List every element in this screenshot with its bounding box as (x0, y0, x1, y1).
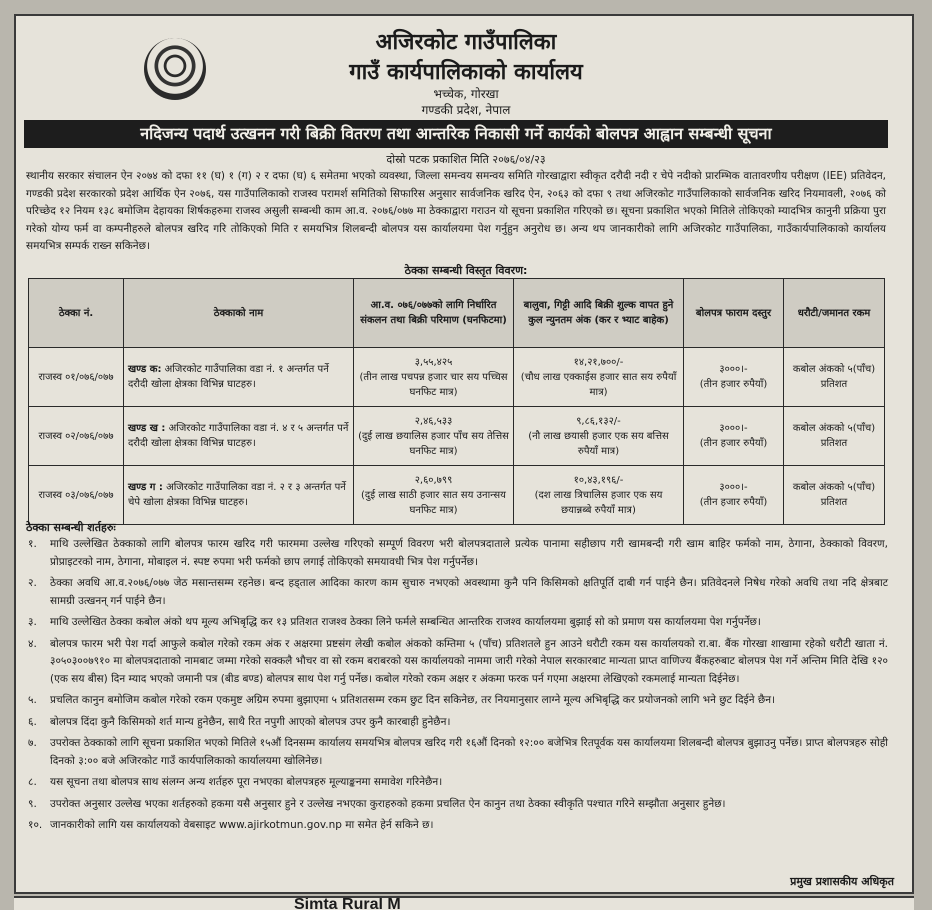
amount-words: (दश लाख त्रिचालिस हजार एक सय छयान्नब्बे रुपैयाँ मात्र) (534, 489, 663, 516)
contract-name (124, 407, 354, 466)
fee-words: (तीन हजार रुपैयाँ) (699, 497, 768, 508)
publication-date: दोस्रो पटक प्रकाशित मिति २०७६/०४/२३ (386, 153, 546, 166)
condition-item (26, 575, 888, 610)
conditions-list (26, 536, 888, 839)
conditions-title: ठेक्का सम्बन्धी शर्तहरुः (26, 521, 116, 534)
office-address: भच्चेक, गोरखा (433, 87, 499, 101)
condition-number: १०. (28, 819, 43, 831)
lot-label: खण्ड ग : (128, 482, 163, 493)
condition-item (26, 636, 888, 689)
condition-text: माथि उल्लेखित ठेक्काको लागि बोलपत्र फारम खरिद गरी फारममा उल्लेख गरिएको सम्पूर्ण विवरण भरी बोलपत्रदाताले प्रत्येक पानामा सहीछाप गरी खामबन्दी गरी खाम बाहिर फर्मको नाम, ठेगाना, ठेक्काको विवरण, प्रोप्राइटरको नाम, ठेगाना, मोबाइल नं. स्पष्ट रुपमा भरी फर्मको छाप लगाई तोकिएको समयावधी भित्र पेश गर्नुपर्नेछ। (50, 538, 888, 568)
fee-value: ३०००।- (719, 364, 748, 375)
condition-text: उपरोक्त अनुसार उल्लेख भएका शर्तहरुको हकमा यसै अनुसार हुने र उल्लेख नभएका कुराहरुको हकमा प्रचलित ऐन कानुन तथा ठेक्का स्वीकृति पश्चात गरिने सम्झौता अनुसार हुनेछ। (50, 797, 726, 810)
condition-text: जानकारीको लागि यस कार्यालयको वेबसाइट www.ajirkotmun.gov.np मा समेत हेर्न सकिने छ। (50, 819, 434, 831)
condition-number: ८. (28, 776, 37, 788)
fee-words: (तीन हजार रुपैयाँ) (699, 379, 768, 390)
lot-description: अजिरकोट गाउँपालिका वडा नं. १ अन्तर्गत पर्ने दरौदी खोला क्षेत्रका विभिन्न घाटहरु। (128, 364, 329, 390)
lot-description: अजिरकोट गाउँपालिका वडा नं. ४ र ५ अन्तर्गत पर्ने दरौदी खोला क्षेत्रका विभिन्न घाटहरु। (128, 423, 349, 449)
amount-value: १४,२१,७००/- (573, 356, 624, 368)
table-caption: ठेक्का सम्बन्धी विस्तृत विवरण: (404, 264, 528, 277)
contract-no: राजस्व ०२/०७६/०७७ (29, 407, 124, 466)
condition-text: प्रचलित कानुन बमोजिम कबोल गरेको रकम एकमुष्ट अग्रिम रुपमा बुझाएमा ५ प्रतिशतसम्म रकम छुट दिन सकिनेछ, तर नियमानुसार लाग्ने मूल्य अभिबृद्धि कर प्रयोजनको लागि भने छुट दिईने छैन। (50, 694, 776, 706)
table-row (29, 466, 885, 525)
deposit-cell: कबोल अंकको ५(पाँच) प्रतिशत (784, 407, 885, 466)
condition-item (26, 714, 888, 732)
table-row (29, 407, 885, 466)
lot-label: खण्ड क: (128, 364, 162, 375)
header-deposit: धरौटी/जमानत रकम (784, 279, 885, 348)
amount-cell (514, 407, 684, 466)
quantity-cell (354, 466, 514, 525)
deposit-cell: कबोल अंकको ५(पाँच) प्रतिशत (784, 466, 885, 525)
amount-words: (नौ लाख छयासी हजार एक सय बत्तिस रुपैयाँ मात्र) (528, 430, 669, 457)
header-quantity: आ.व. ०७६/०७७को लागि निर्धारित संकलन तथा बिक्री परिमाण (घनफिटमा) (354, 279, 514, 348)
fee-cell (684, 407, 784, 466)
fee-value: ३०००।- (719, 482, 748, 493)
quantity-cell (354, 348, 514, 407)
condition-item (26, 735, 888, 770)
condition-item (26, 817, 888, 835)
intro-paragraph: स्थानीय सरकार संचालन ऐन २०७४ को दफा ११ (घ) १ (ग) २ र दफा (घ) ६ समेतमा भएको व्यवस्था, जिल्ला समन्वय समन्वय समिति गोरखाद्वारा स्वीकृत दरौदी नदी र चेपे नदीको प्रारम्भिक वातावरणीय परीक्षण (IEE) प्रतिवेदन, गण्डकी प्रदेश सरकारको प्रदेश आर्थिक ऐन २०७६, यस गाउँपालिकाको राजस्व परामर्श समितिको सिफारिस अनुसार सार्वजनिक खरिद ऐन, २०६३ को दफा ९ तथा अजिरकोट गाउँपालिकाको सार्वजनिक खरिद नियमावली, २०७६ को परिच्छेद १२ नियम १३८ बमोजिम देहायका शिर्षकहरुमा राजस्व असुली सम्बन्धी काम आ.व. २०७६/०७७ मा ठेक्काद्वारा गराउन यो सूचना प्रकाशित गरिएको छ। सूचना प्रकाशित भएको मितिले तोकिएको म्यादभित्र कानुनी प्रक्रिया पुरा गरेको योग्य फर्म वा कम्पनीहरुले बोलपत्र खरिद गरि तोकिएको मिति र समयभित्र शिलबन्दी बोलपत्र यस कार्यालयमा पेश गर्नुहुन अनुरोध छ। अन्य थप जानकारीको लागि अजिरकोट गाउँपालिका, गाउँकार्यपालिकाको कार्यालय समयभित्र सम्पर्क राख्न सकिनेछ। (26, 170, 886, 252)
contract-name (124, 466, 354, 525)
condition-item (26, 536, 888, 571)
amount-cell (514, 348, 684, 407)
quantity-value: २,६०,७९९ (414, 474, 453, 486)
condition-number: ७. (28, 737, 37, 749)
signature-title: प्रमुख प्रशासकीय अधिकृत (790, 875, 894, 888)
table-header-row (29, 279, 885, 348)
amount-cell (514, 466, 684, 525)
condition-text: बोलपत्र फारम भरी पेश गर्दा आफुले कबोल गरेको रकम अंक र अक्षरमा प्रष्टसंग लेखी कबोल अंकको कम्तिमा ५ (पाँच) प्रतिशतले हुन आउने धरौटी रकम यस कार्यालयको रा.बा. बैंक गोरखा शाखामा रहेको धरौटी खाता नं. ३०५०३००७९१० मा बोलपत्रदाताको नामबाट जम्मा गरेको सक्कलै भौचर वा सो रकम बराबरको यस कार्यालयको नाममा जारी गरेको नेपाल सरकारबाट मान्यता प्राप्त वाणिज्य बैंकहरुबाट बोलपत्र पेश गर्ने अन्तिम मिति देखि १२० (एक सय बीस) दिन म्याद भएको जमानी पत्र (बीड बण्ड) बोलपत्र साथ पेश गर्नु पर्नेछ। कबोल गरेको रकम अक्षर र अंकमा फरक पर्न गएमा अक्षरमा लेखिएको रकमलाई मान्यता दिईनेछ। (50, 637, 888, 685)
fee-cell (684, 466, 784, 525)
condition-text: ठेक्का अवधि आ.व.२०७६/०७७ जेठ मसान्तसम्म रहनेछ। बन्द हड्ताल आदिका कारण काम सुचारु नभएको अवस्थामा कुनै पनि किसिमको क्षतिपूर्ति दाबी गर्न पाईने छैन। प्रतिवेदनले निषेध गरेको अवधि तथा नदि क्षेत्रबाट सामग्री उत्खनन् गर्न पाईने छैन। (50, 577, 888, 607)
municipality-name: अजिरकोट गाउँपालिका (375, 30, 557, 55)
lot-label: खण्ड ख : (128, 423, 166, 434)
condition-number: ३. (28, 616, 37, 628)
lot-description: अजिरकोट गाउँपालिका वडा नं. २ र ३ अन्तर्गत पर्ने चेपे खोला क्षेत्रका विभिन्न घाटहरु। (128, 482, 346, 508)
quantity-cell (354, 407, 514, 466)
condition-number: २. (28, 577, 37, 589)
condition-text: बोलपत्र दिंदा कुनै किसिमको शर्त मान्य हुनेछैन, साथै रित नपुगी आएको बोलपत्र उपर कुनै कारबाही हुनेछैन। (50, 715, 451, 728)
fee-cell (684, 348, 784, 407)
contract-no: राजस्व ०१/०७६/०७७ (29, 348, 124, 407)
amount-value: ९,८६,१३२/- (576, 415, 621, 427)
condition-number: ४. (28, 637, 37, 650)
office-name: गाउँ कार्यपालिकाको कार्यालय (349, 60, 583, 85)
notice-title-banner: नदिजन्य पदार्थ उत्खनन गरी बिक्री वितरण तथा आन्तरिक निकासी गर्ने कार्यको बोलपत्र आह्वान सम्बन्धी सूचना (24, 120, 888, 148)
quantity-words: (दुई लाख साठी हजार सात सय उनान्सय घनफिट मात्र) (361, 489, 506, 516)
quantity-value: २,४६,५३३ (414, 415, 453, 427)
condition-number: ९. (28, 797, 37, 810)
amount-words: (चौध लाख एक्काईस हजार सात सय रुपैयाँ मात्र) (520, 371, 677, 398)
notice-page (14, 14, 914, 894)
condition-item (26, 614, 888, 632)
contract-no: राजस्व ०३/०७६/०७७ (29, 466, 124, 525)
header-form-fee: बोलपत्र फाराम दस्तुर (684, 279, 784, 348)
contract-table (28, 278, 885, 525)
condition-text: यस सूचना तथा बोलपत्र साथ संलग्न अन्य शर्तहरु पूरा नभएका बोलपत्रहरु मूल्याङ्कनमा समावेश गरिनेछैन। (50, 776, 443, 788)
fee-words: (तीन हजार रुपैयाँ) (699, 438, 768, 449)
condition-item (26, 692, 888, 710)
condition-number: ६. (28, 715, 37, 728)
quantity-words: (तीन लाख पचपन्न हजार चार सय पच्चिस घनफिट मात्र) (359, 371, 508, 398)
office-province: गण्डकी प्रदेश, नेपाल (421, 103, 511, 117)
amount-value: १०,४३,१९६/- (573, 474, 624, 486)
fee-value: ३०००।- (719, 423, 748, 434)
table-row (29, 348, 885, 407)
header-minimum-amount: बालुवा, गिट्टी आदि बिक्री शुल्क वापत हुने कुल न्युनतम अंक (कर र भ्याट बाहेक) (514, 279, 684, 348)
next-notice-strip (14, 896, 914, 910)
contract-name (124, 348, 354, 407)
next-notice-title: Simta Rural M (294, 896, 401, 910)
condition-item (26, 774, 888, 792)
condition-text: माथि उल्लेखित ठेक्का कबोल अंको थप मूल्य अभिबृद्धि कर १३ प्रतिशत राजश्व ठेक्का लिने फर्मले सम्बन्धित आन्तरिक राजश्व कार्यालयमा बुझाई सो को प्रमाण यस कार्यालयमा पेश गर्नुपर्नेछ। (50, 616, 761, 628)
header-contract-no: ठेक्का नं. (29, 279, 124, 348)
quantity-value: ३,५५,४२५ (414, 356, 453, 368)
condition-text: उपरोक्त ठेक्काको लागि सूचना प्रकाशित भएको मितिले १५औं दिनसम्म कार्यालय समयभित्र बोलपत्र खरिद गरी १६औं दिनको १२:०० बजेभित्र रितपूर्वक यस कार्यालयमा शिलबन्दी बोलपत्र बुझाउनु पर्नेछ। प्राप्त बोलपत्रहरु सोही दिनको ३:०० बजे अजिरकोट गाउँ कार्यपालिकाको कार्यालयमा खोलिनेछ। (50, 737, 888, 767)
condition-number: ५. (28, 694, 37, 706)
deposit-cell: कबोल अंकको ५(पाँच) प्रतिशत (784, 348, 885, 407)
condition-number: १. (28, 538, 37, 550)
quantity-words: (दुई लाख छयालिस हजार पाँच सय तेत्तिस घनफिट मात्र) (358, 430, 509, 457)
header-contract-name: ठेक्काको नाम (124, 279, 354, 348)
condition-item (26, 796, 888, 814)
